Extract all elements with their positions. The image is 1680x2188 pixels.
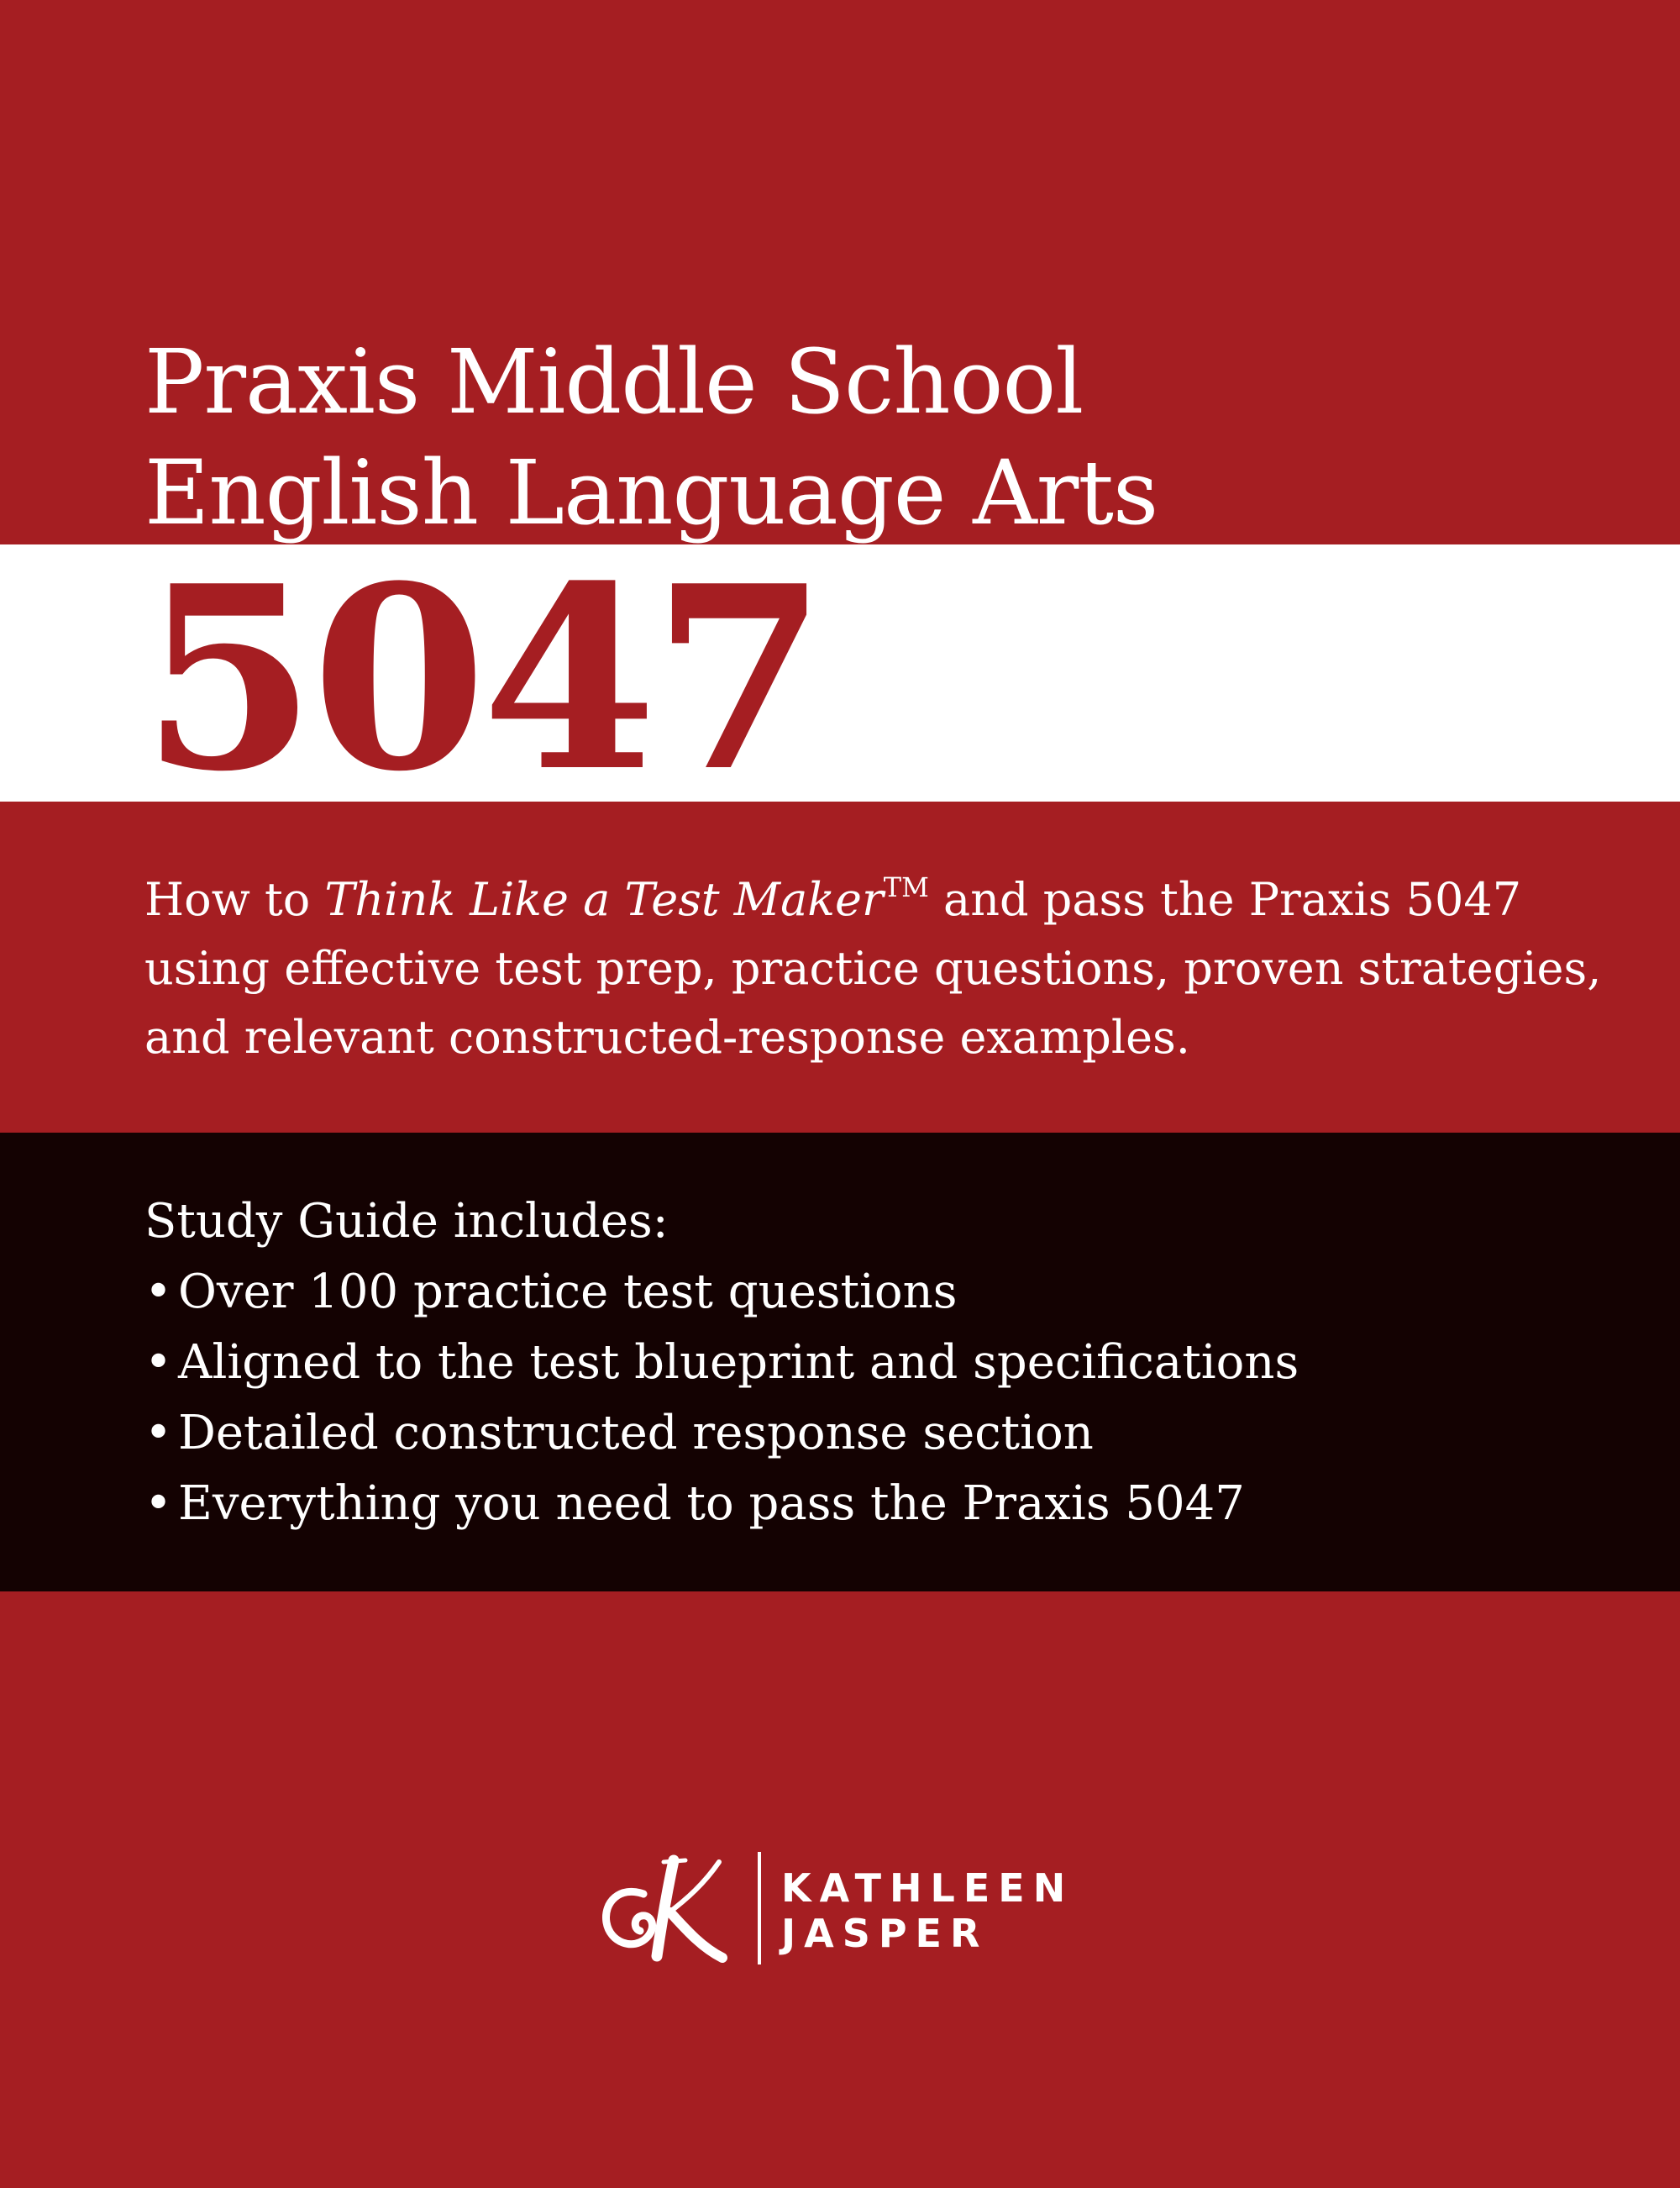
book-title: [144, 327, 1572, 549]
list-item: [144, 1328, 1299, 1398]
test-number: 5047: [141, 530, 822, 827]
tagline-line-1: [144, 865, 1640, 934]
trademark-symbol: TM: [883, 871, 929, 903]
tagline-prefix: How to: [144, 873, 325, 926]
list-item: [144, 1398, 1299, 1469]
test-number-band: [0, 530, 1680, 827]
includes-band: [0, 1133, 1680, 1591]
list-item-text: Everything you need to pass the Praxis 5047: [178, 1476, 1245, 1531]
list-item-text: Aligned to the test blueprint and specifications: [178, 1335, 1299, 1390]
bullet: •: [144, 1476, 173, 1531]
title-line-2: English Language Arts: [144, 441, 1158, 545]
publisher-name-line-1: KATHLEEN: [781, 1865, 1074, 1911]
tagline-suffix: and pass the Praxis 5047: [928, 873, 1522, 926]
tagline-line-2: using effective test prep, practice questions, proven strategies,: [144, 942, 1602, 995]
bullet: •: [144, 1406, 173, 1460]
bullet: •: [144, 1265, 173, 1319]
publisher-name: [781, 1865, 1074, 1956]
logo-divider: [758, 1852, 761, 1964]
list-item: [144, 1257, 1299, 1328]
tagline-italic-phrase: Think Like a Test Maker: [324, 873, 884, 926]
list-item-text: Over 100 practice test questions: [178, 1265, 958, 1319]
title-line-1: Praxis Middle School: [144, 330, 1084, 434]
includes-heading: Study Guide includes:: [144, 1194, 669, 1249]
tagline-line-3: and relevant constructed-response examples.: [144, 1011, 1190, 1064]
list-item-text: Detailed constructed response section: [178, 1406, 1094, 1460]
publisher-logo: [596, 1850, 1074, 1968]
bullet: •: [144, 1335, 173, 1390]
publisher-name-line-2: JASPER: [781, 1911, 989, 1956]
includes-list: [144, 1257, 1299, 1539]
monogram-k-icon: [596, 1850, 748, 1968]
tagline: [144, 865, 1640, 1072]
list-item: [144, 1469, 1299, 1539]
